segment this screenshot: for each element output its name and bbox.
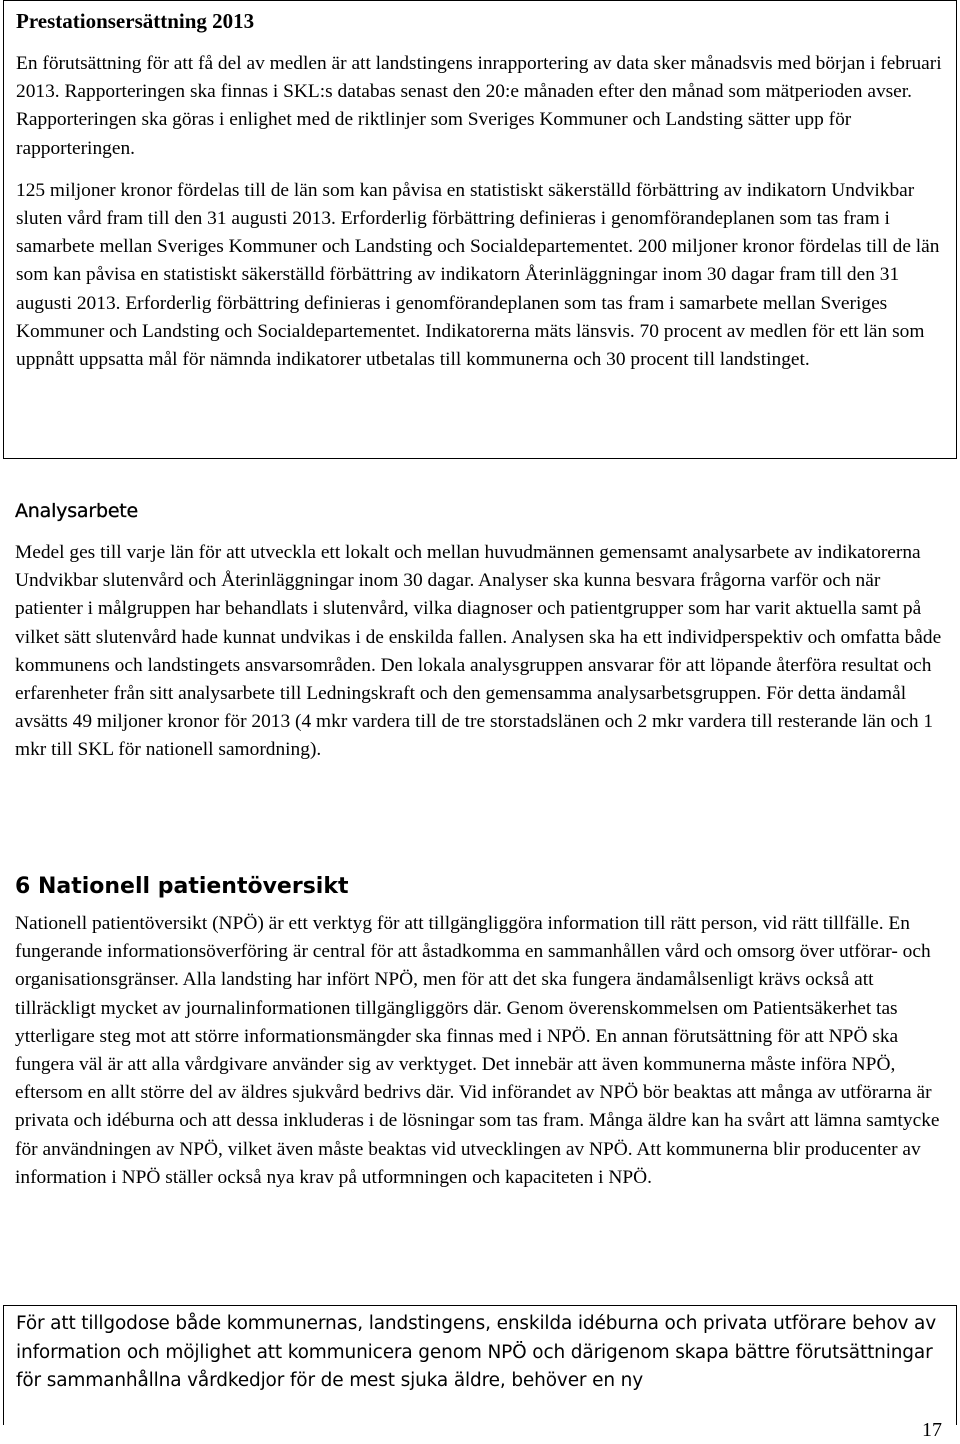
npo-paragraph: Nationell patientöversikt (NPÖ) är ett verktyg för att tillgängliggöra information till rätt person, vid rätt tillfälle. En fungerande informationsöverföring är central för att åstadkomma en sammanhållen vård och omsorg över utförar- och organisationsgränser. Alla landsting har infört NPÖ, men för att det ska fungera ändamålsenligt krävs också att tillräckligt mycket av journalinformationen tillgängliggörs där. Genom överenskommelsen om Patientsäkerhet tas ytterligare steg mot att större informationsmängder ska finnas med i NPÖ. En annan förutsättning för att NPÖ ska fungera väl är att alla vårdgivare använder sig av verktyget. Det innebär att även kommunerna måste införa NPÖ, eftersom en allt större del av äldres sjukvård bedrivs där. Vid införandet av NPÖ bör beaktas att många av utförarna är privata och idéburna och att dessa inkluderas i de lösningar som tas fram. Många äldre kan ha svårt att lämna samtycke för användningen av NPÖ, vilket även måste beaktas vid utvecklingen av NPÖ. Att kommunerna blir producenter av information i NPÖ ställer också nya krav på utformningen och kapaciteten i NPÖ. — [15, 913, 940, 1188]
section-heading-npo: 6 Nationell patientöversikt — [15, 874, 349, 899]
performance-compensation-box — [3, 0, 957, 459]
box-title: Prestationsersättning 2013 — [16, 9, 255, 33]
section-heading-analysis: Analysarbete — [15, 500, 139, 522]
page-number: 17 — [922, 1419, 942, 1441]
box-paragraph-allocation: 125 miljoner kronor fördelas till de län som kan påvisa en statistiskt säkerställd förbättring av indikatorn Undvikbar sluten vård fram till den 31 augusti 2013. Erforderlig förbättring definieras i genomförandeplanen som tas fram i samarbete mellan Sveriges Kommuner och Landsting och Socialdepartementet. 200 miljoner kronor fördelas till de län som kan påvisa en statistiskt säkerställd förbättring av indikatorn Återinläggningar inom 30 dagar fram till den 31 augusti 2013. Erforderlig förbättring definieras i genomförandeplanen som tas fram i samarbete mellan Sveriges Kommuner och Landsting och Socialdepartementet. Indikatorerna mäts länsvis. 70 procent av medlen för ett län som uppnått uppsatta mål för nämnda indikatorer utbetalas till kommunerna och 30 procent till landstinget. — [16, 179, 940, 371]
npo-info-box — [3, 1305, 957, 1425]
analysis-paragraph: Medel ges till varje län för att utveckla ett lokalt och mellan huvudmännen gemensamt analysarbete av indikatorerna Undvikbar slutenvård och Återinläggningar inom 30 dagar. Analyser ska kunna besvara frågorna varför och när patienter i målgruppen har behandlats i slutenvård, vilka diagnoser och patientgrupper som har varit aktuella samt på vilket sätt slutenvård hade kunnat undvikas i de enskilda fallen. Analysen ska ha ett individperspektiv och omfatta både kommunens och landstingets ansvarsområden. Den lokala analysgruppen ansvarar för att löpande återföra resultat och erfarenheter från sitt analysarbete till Ledningskraft och den gemensamma analysarbetsgruppen. För detta ändamål avsätts 49 miljoner kronor för 2013 (4 mkr vardera till de tre storstadslänen och 2 mkr vardera till resterande län och 1 mkr till SKL för nationell samordning). — [15, 542, 942, 761]
box-paragraph-reporting: En förutsättning för att få del av medlen är att landstingens inrapportering av data sker månadsvis med början i februari 2013. Rapporteringen ska finnas i SKL:s databas senast den 20:e månaden efter den månad som mätperioden avser. Rapporteringen ska göras i enlighet med de riktlinjer som Sveriges Kommuner och Landsting sätter upp för rapporteringen. — [16, 53, 942, 159]
npo-box-paragraph: För att tillgodose både kommunernas, landstingens, enskilda idéburna och privata utförare behov av information och möjlighet att kommunicera genom NPÖ och därigenom skapa bättre förutsättningar för sammanhållna vårdkedjor för de mest sjuka äldre, behöver en ny — [16, 1313, 937, 1391]
